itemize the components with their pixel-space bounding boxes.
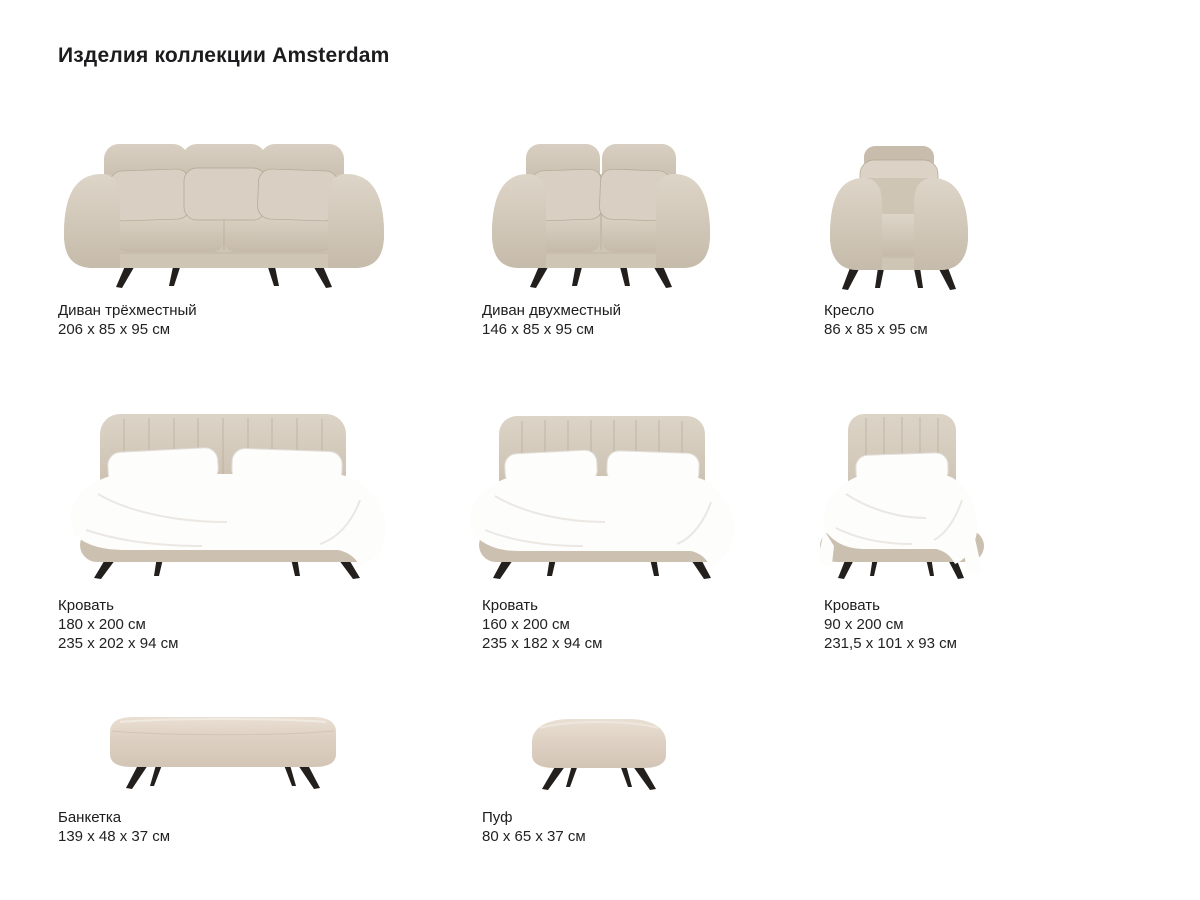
bench-image <box>98 710 348 790</box>
bed-90-image <box>812 412 992 582</box>
product-label <box>482 808 586 846</box>
product-dimensions: 139 x 48 x 37 см <box>58 828 171 845</box>
product-name: Диван трёхместный <box>58 302 197 319</box>
product-dimensions: 80 x 65 x 37 см <box>482 828 586 845</box>
product-label <box>58 808 170 846</box>
product-dimensions: 90 x 200 см <box>824 616 904 633</box>
two-seat-sofa-image <box>486 140 716 292</box>
three-seat-sofa-image <box>56 140 392 292</box>
product-dimensions: 206 x 85 x 95 см <box>58 321 171 338</box>
product-label <box>58 301 197 339</box>
product-dimensions: 160 x 200 см <box>482 616 570 633</box>
product-dimensions: 180 x 200 см <box>58 616 146 633</box>
product-name: Диван двухместный <box>482 302 621 319</box>
product-name: Кровать <box>824 597 880 614</box>
product-label <box>824 596 957 653</box>
product-label <box>482 596 602 653</box>
pouf-image <box>524 710 674 790</box>
page-title: Изделия коллекции Amsterdam <box>58 44 390 67</box>
product-label <box>58 596 178 653</box>
product-label <box>482 301 621 339</box>
bed-180-image <box>62 410 392 582</box>
product-dimensions: 86 x 85 x 95 см <box>824 321 928 338</box>
product-name: Пуф <box>482 809 513 826</box>
bed-160-image <box>463 412 741 582</box>
product-label <box>824 301 928 339</box>
product-name: Кресло <box>824 302 875 319</box>
product-dimensions: 146 x 85 x 95 см <box>482 321 595 338</box>
product-name: Кровать <box>482 597 538 614</box>
product-name: Банкетка <box>58 809 122 826</box>
product-dimensions: 231,5 x 101 x 93 см <box>824 635 957 652</box>
product-dimensions: 235 x 182 x 94 см <box>482 635 603 652</box>
product-name: Кровать <box>58 597 114 614</box>
armchair-image <box>824 144 974 292</box>
product-dimensions: 235 x 202 x 94 см <box>58 635 179 652</box>
